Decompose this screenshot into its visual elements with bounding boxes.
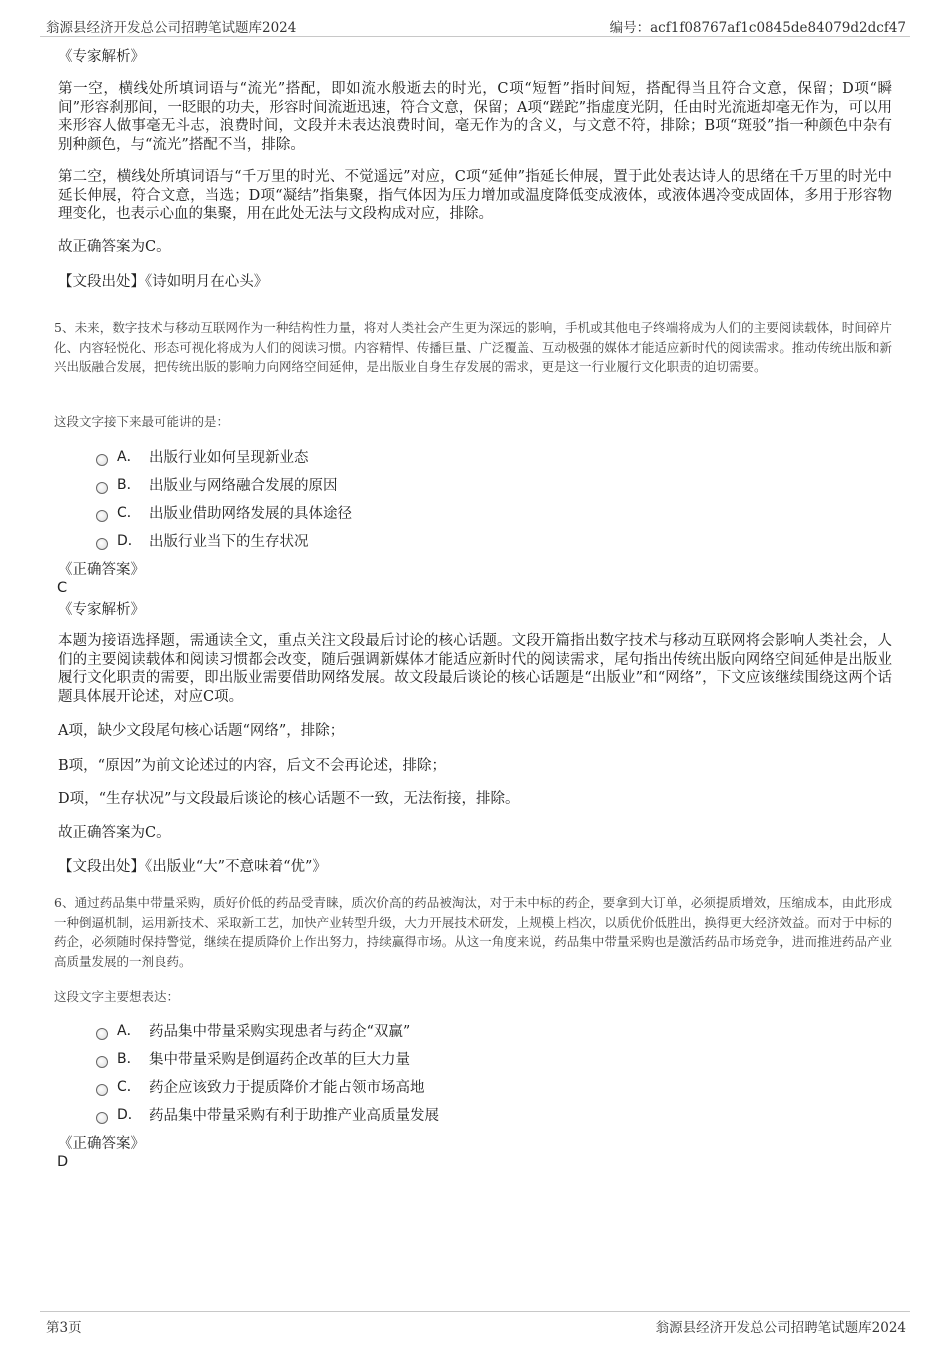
q6-question: 这段文字主要想表达： [54, 989, 180, 1004]
q4-expert-label: 《专家解析》 [58, 49, 145, 65]
page-number: 第3页 [46, 1320, 82, 1336]
q5-b-note: B项，“原因”为前文论述过的内容，后文不会再论述，排除； [58, 758, 446, 774]
q6-answer-label: 《正确答案》 [58, 1136, 145, 1152]
radio-icon[interactable] [96, 1084, 108, 1096]
option-text: 药品集中带量采购实现患者与药企“双赢” [149, 1023, 411, 1040]
q6-option-c[interactable] [96, 1076, 425, 1096]
option-letter: C． [117, 1079, 141, 1095]
q5-option-a[interactable] [96, 446, 309, 466]
document-id: 编号：acf1f08767af1c0845de84079d2dcf47 [609, 20, 906, 36]
option-letter: D． [117, 1107, 142, 1123]
q5-option-b[interactable] [96, 474, 338, 494]
option-text: 出版业借助网络发展的具体途径 [149, 505, 352, 522]
q5-expert-label: 《专家解析》 [58, 602, 145, 618]
q5-a-note: A项，缺少文段尾句核心话题“网络”，排除； [58, 723, 345, 739]
q5-option-c[interactable] [96, 502, 352, 522]
page-footer [40, 1311, 910, 1336]
q5-answer: C [57, 580, 68, 596]
option-text: 出版行业当下的生存状况 [149, 533, 309, 550]
q5-analysis: 本题为接语选择题，需通读全文，重点关注文段最后讨论的核心话题。文段开篇指出数字技术与移动互联网将会影响人类社会，人们的主要阅读载体和阅读习惯都会改变，随后强调新媒体才能适应新时代的阅读需求，尾句指出传统出版向网络空间延伸是出版业履行文化职责的需要，即出版业需要借助网络发展。故文段最后谈论的核心话题是“出版业”和“网络”，下文应该继续围绕这两个话题具体展开论述，对应C项。 [58, 633, 892, 705]
radio-icon[interactable] [96, 454, 108, 466]
q6-option-d[interactable] [96, 1104, 439, 1124]
q5-d-note: D项，“生存状况”与文段最后谈论的核心话题不一致，无法衔接，排除。 [58, 791, 520, 807]
q6-answer: D [57, 1154, 69, 1170]
option-text: 出版行业如何呈现新业态 [149, 449, 309, 466]
option-letter: B． [117, 1051, 141, 1067]
q5-option-d[interactable] [96, 530, 309, 550]
q5-answer-label: 《正确答案》 [58, 562, 145, 578]
radio-icon[interactable] [96, 538, 108, 550]
option-letter: D． [117, 533, 142, 549]
option-text: 药企应该致力于提质降价才能占领市场高地 [149, 1079, 425, 1096]
q4-analysis-para1: 第一空，横线处所填词语与“流光”搭配，即如流水般逝去的时光，C项“短暂”指时间短，搭配得当且符合文意，保留；D项“瞬间”形容刹那间，一眨眼的功夫，形容时间流逝迅速，符合文意，保留；A项“蹉跎”指虚度光阴，任由时光流逝却毫无作为，可以用来形容人做事毫无斗志，浪费时间，文段并未表达浪费时间，毫无作为的含义，与文意不符，排除；B项“斑驳”指一种颜色中杂有别种颜色，与“流光”搭配不当，排除。 [58, 81, 892, 153]
radio-icon[interactable] [96, 1028, 108, 1040]
radio-icon[interactable] [96, 510, 108, 522]
option-letter: A． [117, 1023, 141, 1039]
radio-icon[interactable] [96, 482, 108, 494]
footer-title: 翁源县经济开发总公司招聘笔试题库2024 [655, 1320, 906, 1336]
option-text: 出版业与网络融合发展的原因 [149, 477, 338, 494]
q5-stem: 5、未来，数字技术与移动互联网作为一种结构性力量，将对人类社会产生更为深远的影响，手机或其他电子终端将成为人们的主要阅读载体，时间碎片化、内容轻悦化、形态可视化将成为人们的阅读习惯。内容精悍、传播巨量、广泛覆盖、互动极强的媒体才能适应新时代的阅读需求。推动传统出版和新兴出版融合发展，把传统出版的影响力向网络空间延伸，是出版业自身生存发展的需求，更是这一行业履行文化职责的迫切需要。 [54, 320, 892, 374]
q5-question: 这段文字接下来最可能讲的是： [54, 414, 230, 429]
option-text: 集中带量采购是倒逼药企改革的巨大力量 [149, 1051, 410, 1068]
radio-icon[interactable] [96, 1056, 108, 1068]
option-letter: B． [117, 477, 141, 493]
radio-icon[interactable] [96, 1112, 108, 1124]
page-header [40, 14, 910, 37]
header-title: 翁源县经济开发总公司招聘笔试题库2024 [46, 20, 297, 36]
option-letter: C． [117, 505, 141, 521]
q4-source: 【文段出处】《诗如明月在心头》 [58, 274, 269, 290]
option-letter: A． [117, 449, 141, 465]
q5-source: 【文段出处】《出版业“大”不意味着“优”》 [58, 859, 327, 875]
q4-analysis-para2: 第二空，横线处所填词语与“千万里的时光、不觉遥远”对应，C项“延伸”指延长伸展，置于此处表达诗人的思绪在千万里的时光中延长伸展，符合文意，当选；D项“凝结”指集聚，指气体因为压力增加或温度降低变成液体，或液体遇冷变成固体，多用于形容物理变化，也表示心血的集聚，用在此处无法与文段构成对应，排除。 [58, 169, 892, 222]
q6-stem: 6、通过药品集中带量采购，质好价低的药品受青睐，质次价高的药品被淘汰，对于未中标的药企，要拿到大订单，必须提质增效，压缩成本，由此形成一种倒逼机制，运用新技术、采取新工艺，加快产业转型升级，大力开展技术研发，上规模上档次，以质优价低胜出，换得更大经济效益。而对于中标的药企，必须随时保持警觉，继续在提质降价上作出努力，持续赢得市场。从这一角度来说，药品集中带量采购也是激活药品市场竞争，进而推进药品产业高质量发展的一剂良药。 [54, 895, 892, 969]
q6-option-b[interactable] [96, 1048, 410, 1068]
q5-conclusion: 故正确答案为C。 [58, 825, 171, 841]
q4-conclusion: 故正确答案为C。 [58, 239, 171, 255]
q6-option-a[interactable] [96, 1020, 410, 1040]
option-text: 药品集中带量采购有利于助推产业高质量发展 [149, 1107, 439, 1124]
